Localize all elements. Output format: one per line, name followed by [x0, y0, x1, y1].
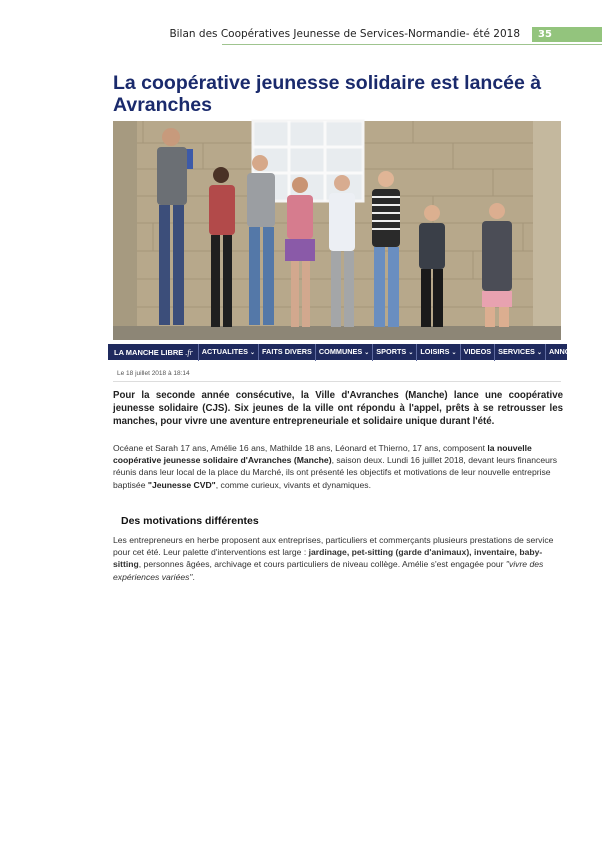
site-nav-bar [108, 344, 576, 360]
page-header [0, 28, 602, 44]
chevron-down-icon: ⌄ [451, 349, 457, 356]
article-paragraph: Océane et Sarah 17 ans, Amélie 16 ans, Mathilde 18 ans, Léonard et Thierno, 17 ans, composent la nouvelle coopérative jeunesse solidaire d'Avranches (Manche), saison deux. Lundi 16 juillet 2018, devant leurs financeurs réunis dans leur local de la place du Marché, ils ont présenté les objectifs et motivations de leur nouvelle entreprise baptisée "Jeunesse CVD", comme curieux, vivants et dynamiques. [113, 443, 558, 490]
nav-item-sports[interactable]: SPORTS ⌄ [372, 344, 416, 361]
article-date: Le 18 juillet 2018 à 18:14 [117, 370, 190, 377]
chevron-down-icon: ⌄ [536, 349, 542, 356]
nav-item-services[interactable]: SERVICES ⌄ [494, 344, 545, 361]
article-paragraph: Les entrepreneurs en herbe proposent aux entreprises, particuliers et commerçants plusieurs prestations de service pour cet été. Leur palette d'interventions est large : jardinage, pet-sitting (garde d'animaux), inventaire, baby-sitting, personnes âgées, archivage et cours particuliers de niveau collège. Amélie s'est engagée pour "vivre des expériences variées". [113, 535, 554, 582]
chevron-down-icon: ⌄ [249, 349, 255, 356]
chevron-down-icon: ⌄ [364, 349, 370, 356]
article-title: La coopérative jeunesse solidaire est lancée à Avranches [113, 72, 542, 116]
nav-item-communes[interactable]: COMMUNES ⌄ [315, 344, 372, 361]
nav-item-faits-divers[interactable]: FAITS DIVERS [258, 344, 315, 360]
article-lead: Pour la seconde année consécutive, la Ville d'Avranches (Manche) lance une coopérative jeunesse solidaire (CJS). Six jeunes de la ville ont répondu à l'appel, prêts à se retrousser les manches, pour vivre une aventure entrepreneuriale et solidaire unique durant l'été. [113, 390, 563, 427]
nav-item-actualites[interactable]: ACTUALITES ⌄ [198, 344, 258, 361]
header-rule [222, 44, 602, 45]
report-title: Bilan des Coopératives Jeunesse de Services-Normandie- été 2018 [169, 28, 520, 40]
group-photo [113, 121, 561, 340]
chevron-down-icon: ⌄ [408, 349, 414, 356]
section-subheading: Des motivations différentes [121, 515, 259, 527]
nav-item-videos[interactable]: VIDEOS [460, 344, 495, 360]
nav-item-annonces[interactable]: ANNON [545, 344, 579, 360]
site-logo[interactable]: LA MANCHE LIBRE .fr [114, 347, 193, 357]
divider [113, 381, 561, 382]
page-number-badge: 35 [532, 27, 602, 42]
nav-item-loisirs[interactable]: LOISIRS ⌄ [416, 344, 459, 361]
